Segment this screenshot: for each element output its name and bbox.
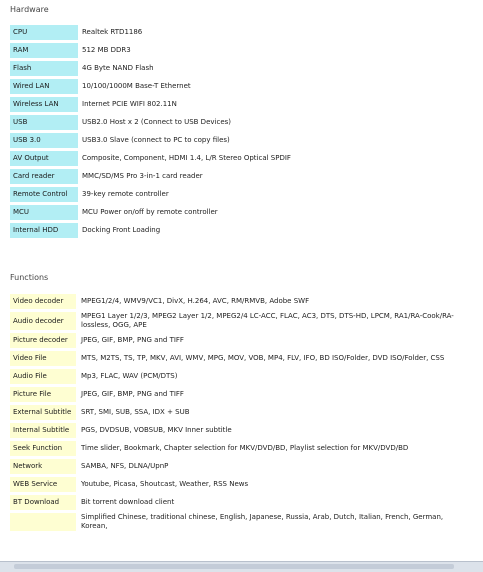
spec-row: [10, 477, 465, 492]
spec-value: Time slider, Bookmark, Chapter selection for MKV/DVD/BD, Playlist selection for MKV/DVD/BD: [81, 444, 409, 452]
spec-row: [10, 187, 458, 202]
spec-value: Simplified Chinese, traditional chinese, English, Japanese, Russia, Arab, Dutch, Italian, French, German, Korean,: [81, 513, 444, 530]
spec-key: Wired LAN: [10, 79, 78, 94]
spec-value: Bit torrent download client: [81, 498, 175, 506]
spec-row: [10, 387, 465, 402]
spec-value: 10/100/1000M Base-T Ethernet: [82, 82, 191, 90]
spec-row: [10, 333, 465, 348]
spec-row: [10, 79, 458, 94]
hardware-rows: [10, 25, 458, 238]
spec-row: [10, 223, 458, 238]
spec-value: MMC/SD/MS Pro 3-in-1 card reader: [82, 172, 203, 180]
spec-row: [10, 369, 465, 384]
spec-value: Youtube, Picasa, Shoutcast, Weather, RSS News: [81, 480, 249, 488]
spec-value: SRT, SMI, SUB, SSA, IDX + SUB: [81, 408, 190, 416]
spec-key: Internal HDD: [10, 223, 78, 238]
spec-key: Picture decoder: [10, 333, 76, 348]
spec-row: [10, 61, 458, 76]
spec-key: USB: [10, 115, 78, 130]
spec-key: RAM: [10, 43, 78, 58]
spec-row: [10, 97, 458, 112]
spec-key: USB 3.0: [10, 133, 78, 148]
spec-row: [10, 312, 465, 330]
spec-value: 39-key remote controller: [82, 190, 169, 198]
spec-row: [10, 495, 465, 510]
spec-key: Internal Subtitle: [10, 423, 76, 438]
spec-row: [10, 513, 465, 531]
hardware-table: [10, 22, 458, 241]
spec-value: Realtek RTD1186: [82, 28, 143, 36]
spec-row: [10, 405, 465, 420]
spec-key: Audio decoder: [10, 312, 76, 330]
spec-key: Seek Function: [10, 441, 76, 456]
spec-key: Wireless LAN: [10, 97, 78, 112]
spec-row: [10, 133, 458, 148]
spec-row: [10, 459, 465, 474]
spec-value: Docking Front Loading: [82, 226, 161, 234]
spec-row: [10, 151, 458, 166]
spec-value: Mp3, FLAC, WAV (PCM/DTS): [81, 372, 178, 380]
functions-title: Functions: [10, 273, 49, 282]
spec-key: External Subtitle: [10, 405, 76, 420]
spec-row: [10, 441, 465, 456]
spec-value: MPEG1/2/4, WMV9/VC1, DivX, H.264, AVC, RM/RMVB, Adobe SWF: [81, 297, 310, 305]
spec-key: [10, 513, 76, 531]
spec-key: Picture File: [10, 387, 76, 402]
spec-value: MTS, M2TS, TS, TP, MKV, AVI, WMV, MPG, MOV, VOB, MP4, FLV, IFO, BD ISO/Folder, DVD ISO/Folder, CSS: [81, 354, 445, 362]
spec-key: Remote Control: [10, 187, 78, 202]
spec-value: Internet PCIE WIFI 802.11N: [82, 100, 177, 108]
spec-row: [10, 351, 465, 366]
functions-rows: [10, 294, 465, 531]
spec-key: Network: [10, 459, 76, 474]
scrollbar-thumb[interactable]: [14, 564, 454, 569]
spec-key: Flash: [10, 61, 78, 76]
spec-key: Video decoder: [10, 294, 76, 309]
spec-row: [10, 169, 458, 184]
spec-value: USB2.0 Host x 2 (Connect to USB Devices): [82, 118, 231, 126]
spec-key: AV Output: [10, 151, 78, 166]
spec-key: WEB Service: [10, 477, 76, 492]
spec-key: Audio File: [10, 369, 76, 384]
spec-value: PGS, DVDSUB, VOBSUB, MKV Inner subtitle: [81, 426, 232, 434]
spec-value: SAMBA, NFS, DLNA/UpnP: [81, 462, 169, 470]
spec-key: Card reader: [10, 169, 78, 184]
horizontal-scrollbar[interactable]: [0, 561, 483, 572]
spec-value: JPEG, GIF, BMP, PNG and TIFF: [81, 336, 184, 344]
spec-key: BT Download: [10, 495, 76, 510]
spec-row: [10, 115, 458, 130]
spec-row: [10, 205, 458, 220]
spec-row: [10, 25, 458, 40]
hardware-title: Hardware: [10, 5, 49, 14]
functions-table: [10, 291, 465, 534]
spec-key: CPU: [10, 25, 78, 40]
spec-key: MCU: [10, 205, 78, 220]
spec-value: MPEG1 Layer 1/2/3, MPEG2 Layer 1/2, MPEG2/4 LC-ACC, FLAC, AC3, DTS, DTS-HD, LPCM, RA1/RA-Cook/RA-lossless, OGG, APE: [81, 312, 454, 329]
spec-value: MCU Power on/off by remote controller: [82, 208, 218, 216]
spec-value: 512 MB DDR3: [82, 46, 131, 54]
spec-row: [10, 43, 458, 58]
spec-value: JPEG, GIF, BMP, PNG and TIFF: [81, 390, 184, 398]
spec-row: [10, 294, 465, 309]
spec-row: [10, 423, 465, 438]
spec-value: Composite, Component, HDMI 1.4, L/R Stereo Optical SPDIF: [82, 154, 291, 162]
spec-value: 4G Byte NAND Flash: [82, 64, 154, 72]
spec-value: USB3.0 Slave (connect to PC to copy files): [82, 136, 230, 144]
spec-key: Video File: [10, 351, 76, 366]
